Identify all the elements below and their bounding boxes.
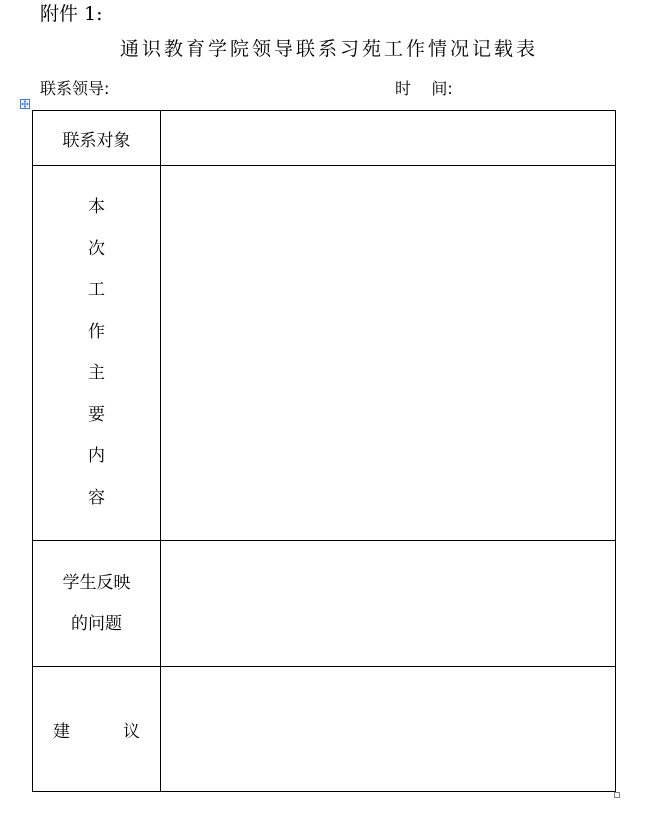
table-move-handle-icon[interactable] — [20, 99, 30, 109]
main-content-char: 作 — [88, 321, 105, 342]
student-issues-cell[interactable] — [161, 541, 616, 667]
main-content-char: 内 — [88, 446, 105, 466]
contact-target-cell[interactable] — [161, 111, 616, 166]
main-content-char: 次 — [88, 238, 105, 259]
main-content-label — [33, 166, 161, 541]
table-row — [33, 111, 616, 166]
table-row — [33, 667, 616, 792]
student-issues-label — [33, 541, 161, 667]
suggestion-cell[interactable] — [161, 667, 616, 792]
table-resize-handle-icon[interactable] — [614, 792, 620, 798]
attachment-label: 附件 1: — [40, 3, 103, 25]
main-content-char: 工 — [88, 280, 105, 300]
suggestion-label — [33, 667, 161, 792]
student-issues-line: 学生反映 — [62, 572, 131, 593]
main-content-char: 本 — [88, 197, 105, 217]
main-content-cell[interactable] — [161, 166, 616, 541]
record-table — [32, 110, 616, 792]
table-row — [33, 541, 616, 667]
main-content-char: 主 — [88, 363, 105, 383]
main-content-char: 要 — [88, 404, 105, 425]
suggestion-char: 议 — [123, 721, 140, 742]
main-content-char: 容 — [88, 487, 105, 508]
form-title: 通识教育学院领导联系习苑工作情况记载表 — [119, 38, 538, 60]
contact-leader-label: 联系领导: — [40, 79, 110, 98]
suggestion-char: 建 — [53, 721, 70, 742]
contact-target-label: 联系对象 — [33, 111, 161, 166]
table-row — [33, 166, 616, 541]
time-label: 时 间: — [395, 79, 453, 98]
student-issues-line: 的问题 — [71, 613, 122, 634]
